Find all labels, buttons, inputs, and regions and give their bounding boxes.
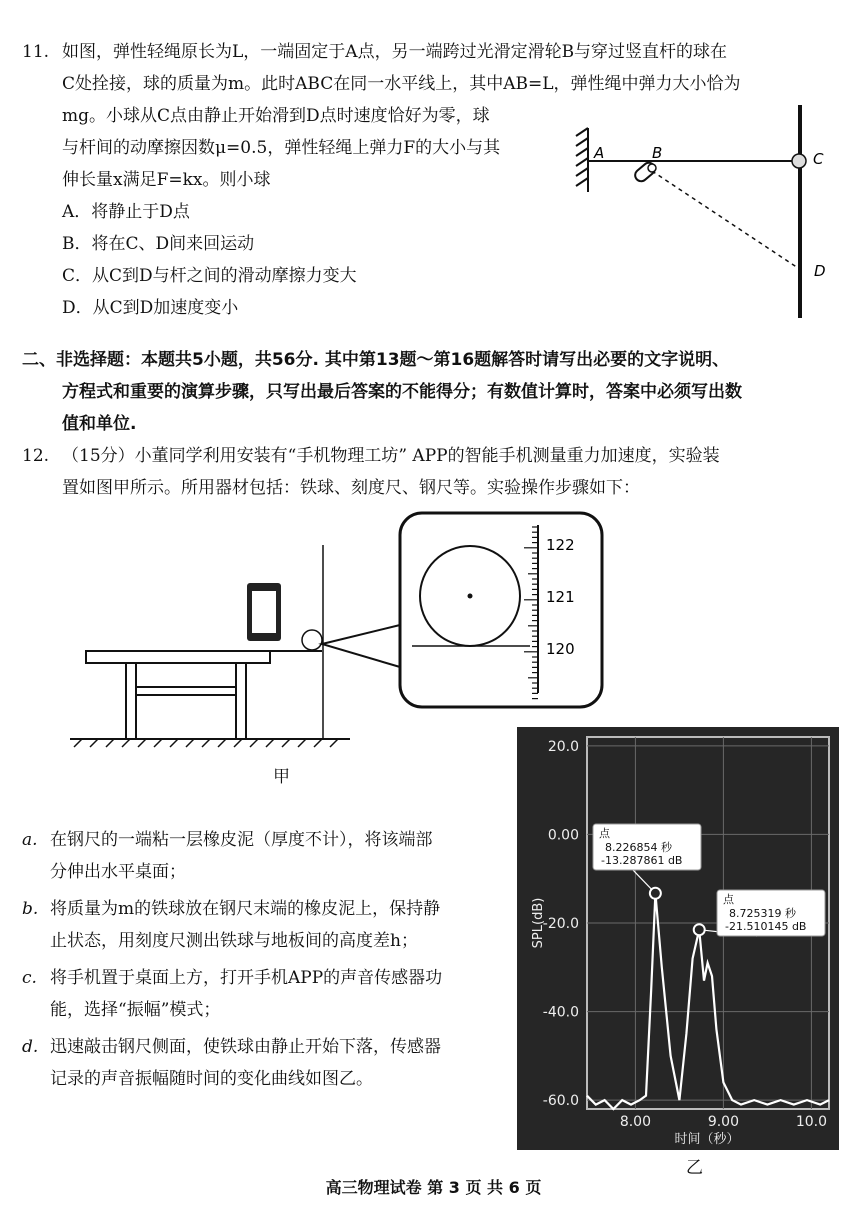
page-footer: 高三物理试卷 第 3 页 共 6 页: [325, 1178, 542, 1197]
label-b: B: [652, 144, 663, 162]
q11-number: 11.: [22, 42, 50, 62]
wall-hatch: [576, 128, 588, 192]
step-d-label: d.: [22, 1037, 39, 1057]
q11-option-c: C．从C到D与杆之间的滑动摩擦力变大: [62, 266, 357, 286]
step-d-line: 迅速敲击钢尺侧面，使铁球由静止开始下落，传感器: [50, 1037, 441, 1057]
iron-ball: [302, 630, 322, 650]
step-a-line: 分伸出水平桌面；: [50, 862, 186, 882]
peak-marker: [694, 924, 705, 935]
annotation-x-value: 8.226854 秒: [605, 841, 672, 854]
q11-stem-line: 如图，弹性轻绳原长为L，一端固定于A点，另一端跨过光滑定滑轮B与穿过竖直杆的球在: [62, 42, 728, 62]
y-tick-label: -60.0: [542, 1093, 579, 1110]
section2-line: 二、非选择题：本题共5小题，共56分. 其中第13题～第16题解答时请写出必要的文字说明、: [22, 350, 730, 370]
ball-c: [792, 154, 806, 168]
annotation-title: 点: [723, 893, 734, 906]
ruler-label-122: 122: [546, 536, 575, 554]
q12-line: 置如图甲所示。所用器材包括：铁球、刻度尺、钢尺等。实验操作步骤如下：: [62, 478, 640, 498]
q11-option-a: A．将静止于D点: [62, 202, 190, 222]
rope-bd-dashed: [652, 171, 798, 268]
caption-yi: 乙: [686, 1158, 703, 1178]
step-d-line: 记录的声音振幅随时间的变化曲线如图乙。: [50, 1069, 373, 1089]
annotation-title: 点: [599, 827, 610, 840]
q12-line: （15分）小董同学利用安装有“手机物理工坊” APP的智能手机测量重力加速度，实验装: [62, 446, 720, 466]
y-tick-label: 0.00: [547, 827, 579, 844]
annotation-y-value: -21.510145 dB: [725, 920, 807, 933]
phone-icon: [247, 583, 281, 641]
step-a-line: 在钢尺的一端粘一层橡皮泥（厚度不计），将该端部: [50, 830, 433, 850]
x-axis-label: 时间（秒）: [674, 1132, 740, 1147]
label-a: A: [594, 144, 605, 162]
ruler-label-120: 120: [546, 640, 575, 658]
x-tick-label: 9.00: [707, 1114, 739, 1130]
y-axis-label: SPL(dB): [531, 897, 546, 949]
pulley-icon: [633, 160, 658, 183]
step-a-label: a.: [22, 830, 38, 850]
annotation-x-value: 8.725319 秒: [729, 907, 796, 920]
q11-stem-line: 伸长量x满足F=kx。则小球: [62, 170, 271, 190]
step-c-label: c.: [22, 968, 37, 988]
floor: [70, 739, 350, 747]
section2-line: 值和单位.: [62, 414, 137, 434]
annotation-y-value: -13.287861 dB: [601, 854, 683, 867]
q11-stem-line: mg。小球从C点由静止开始滑到D点时速度恰好为零，球: [62, 106, 490, 126]
ball-center: [468, 594, 473, 599]
section2-line: 方程式和重要的演算步骤，只写出最后答案的不能得分；有数值计算时，答案中必须写出数: [62, 382, 742, 402]
peak-marker: [650, 888, 661, 899]
q11-option-d: D．从C到D加速度变小: [62, 298, 239, 318]
q11-option-b: B．将在C、D间来回运动: [62, 234, 255, 254]
chart-background: [517, 727, 839, 1150]
table: [86, 651, 270, 739]
q11-stem-line: 与杆间的动摩擦因数μ=0.5，弹性轻绳上弹力F的大小与其: [62, 138, 501, 158]
step-b-line: 止状态，用刻度尺测出铁球与地板间的高度差h；: [50, 931, 418, 951]
step-c-line: 将手机置于桌面上方，打开手机APP的声音传感器功: [50, 968, 443, 988]
y-tick-label: 20.0: [547, 738, 579, 755]
y-tick-label: -20.0: [542, 916, 579, 932]
q11-figure: [570, 100, 850, 325]
caption-jia: 甲: [273, 767, 290, 787]
x-tick-label: 10.0: [795, 1114, 827, 1130]
label-c: C: [813, 150, 824, 168]
step-b-label: b.: [22, 899, 39, 919]
ruler-label-121: 121: [546, 588, 575, 606]
y-tick-label: -40.0: [542, 1004, 579, 1021]
x-tick-label: 8.00: [619, 1114, 651, 1130]
q12-number: 12.: [22, 446, 50, 466]
step-b-line: 将质量为m的铁球放在钢尺末端的橡皮泥上，保持静: [50, 899, 441, 919]
spl-chart: [517, 727, 839, 1150]
figure-jia: [60, 505, 620, 755]
q11-stem-line: C处拴接，球的质量为m。此时ABC在同一水平线上，其中AB=L，弹性绳中弹力大小恰为: [62, 74, 741, 94]
label-d: D: [814, 262, 826, 280]
zoom-pointer: [322, 625, 400, 667]
step-c-line: 能，选择“振幅”模式；: [50, 1000, 221, 1020]
